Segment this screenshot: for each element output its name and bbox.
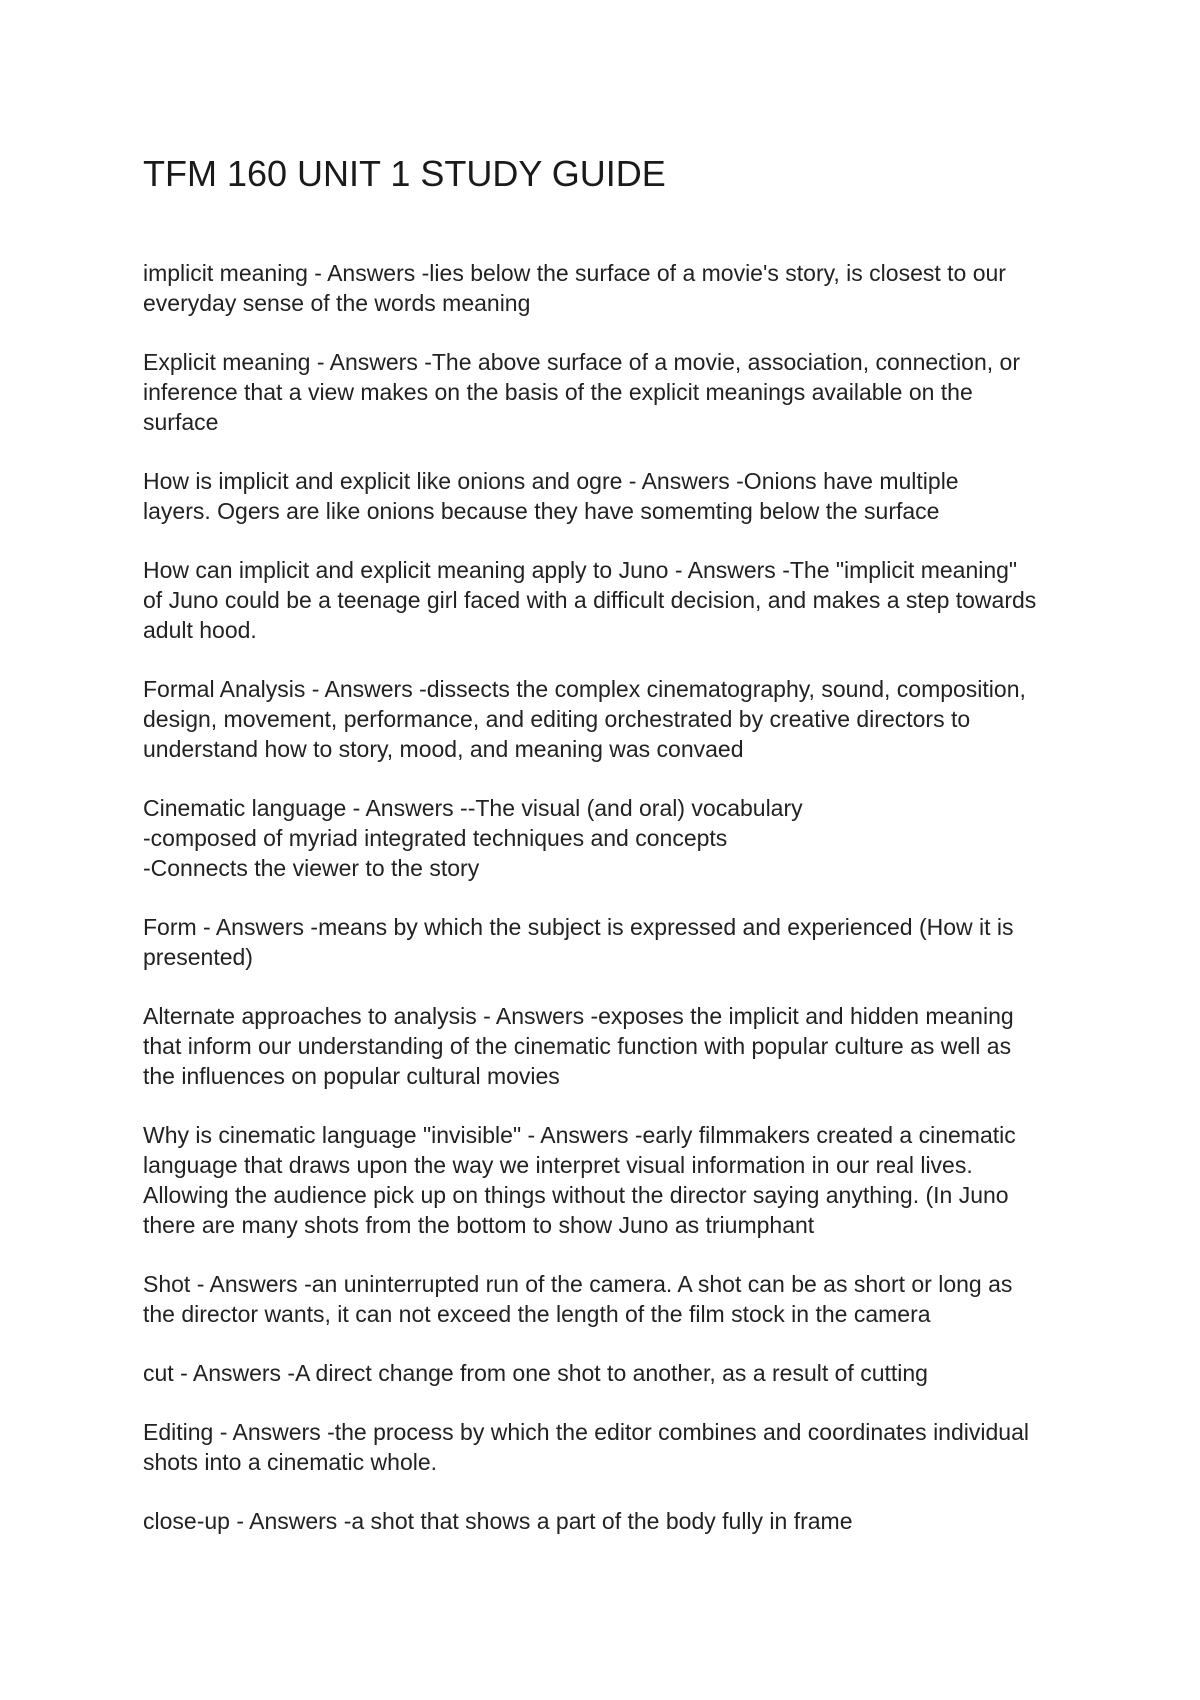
entry-alternate-approaches: Alternate approaches to analysis - Answers -exposes the implicit and hidden meaning that inform our understanding of the cinematic function with popular culture as well as the influences on popular cultural movies bbox=[143, 1003, 1014, 1089]
entry-invisible-language: Why is cinematic language "invisible" - Answers -early filmmakers created a cinematic language that draws upon the way we interpret visual information in our real lives. Allowing the audience pick up on things without the director saying anything. (In Juno there are many shots from the bottom to show Juno as triumphant bbox=[143, 1122, 1016, 1238]
entry-shot: Shot - Answers -an uninterrupted run of the camera. A shot can be as short or long as the director wants, it can not exceed the length of the film stock in the camera bbox=[143, 1271, 1013, 1327]
entry-cut: cut - Answers -A direct change from one shot to another, as a result of cutting bbox=[143, 1360, 928, 1386]
entry-onions-and-ogre: How is implicit and explicit like onions and ogre - Answers -Onions have multiple layers. Ogers are like onions because they have somemting below the surface bbox=[143, 468, 959, 524]
entry-formal-analysis: Formal Analysis - Answers -dissects the complex cinematography, sound, composition, design, movement, performance, and editing orchestrated by creative directors to understand how to story, mood, and meaning was convaed bbox=[143, 676, 1026, 762]
entry-editing: Editing - Answers -the process by which the editor combines and coordinates individual shots into a cinematic whole. bbox=[143, 1419, 1029, 1475]
study-guide-entries bbox=[143, 258, 1073, 1565]
entry-implicit-meaning: implicit meaning - Answers -lies below the surface of a movie's story, is closest to our everyday sense of the words meaning bbox=[143, 260, 1006, 316]
page-title: TFM 160 UNIT 1 STUDY GUIDE bbox=[143, 153, 666, 194]
entry-cinematic-language: Cinematic language - Answers --The visual (and oral) vocabulary -composed of myriad integrated techniques and concepts -Connects the viewer to the story bbox=[143, 795, 803, 881]
entry-close-up: close-up - Answers -a shot that shows a part of the body fully in frame bbox=[143, 1508, 853, 1534]
entry-form: Form - Answers -means by which the subject is expressed and experienced (How it is presented) bbox=[143, 914, 1014, 970]
entry-juno-meaning: How can implicit and explicit meaning apply to Juno - Answers -The "implicit meaning" of Juno could be a teenage girl faced with a difficult decision, and makes a step towards adult hood. bbox=[143, 557, 1037, 643]
entry-explicit-meaning: Explicit meaning - Answers -The above surface of a movie, association, connection, or inference that a view makes on the basis of the explicit meanings available on the surface bbox=[143, 349, 1020, 435]
